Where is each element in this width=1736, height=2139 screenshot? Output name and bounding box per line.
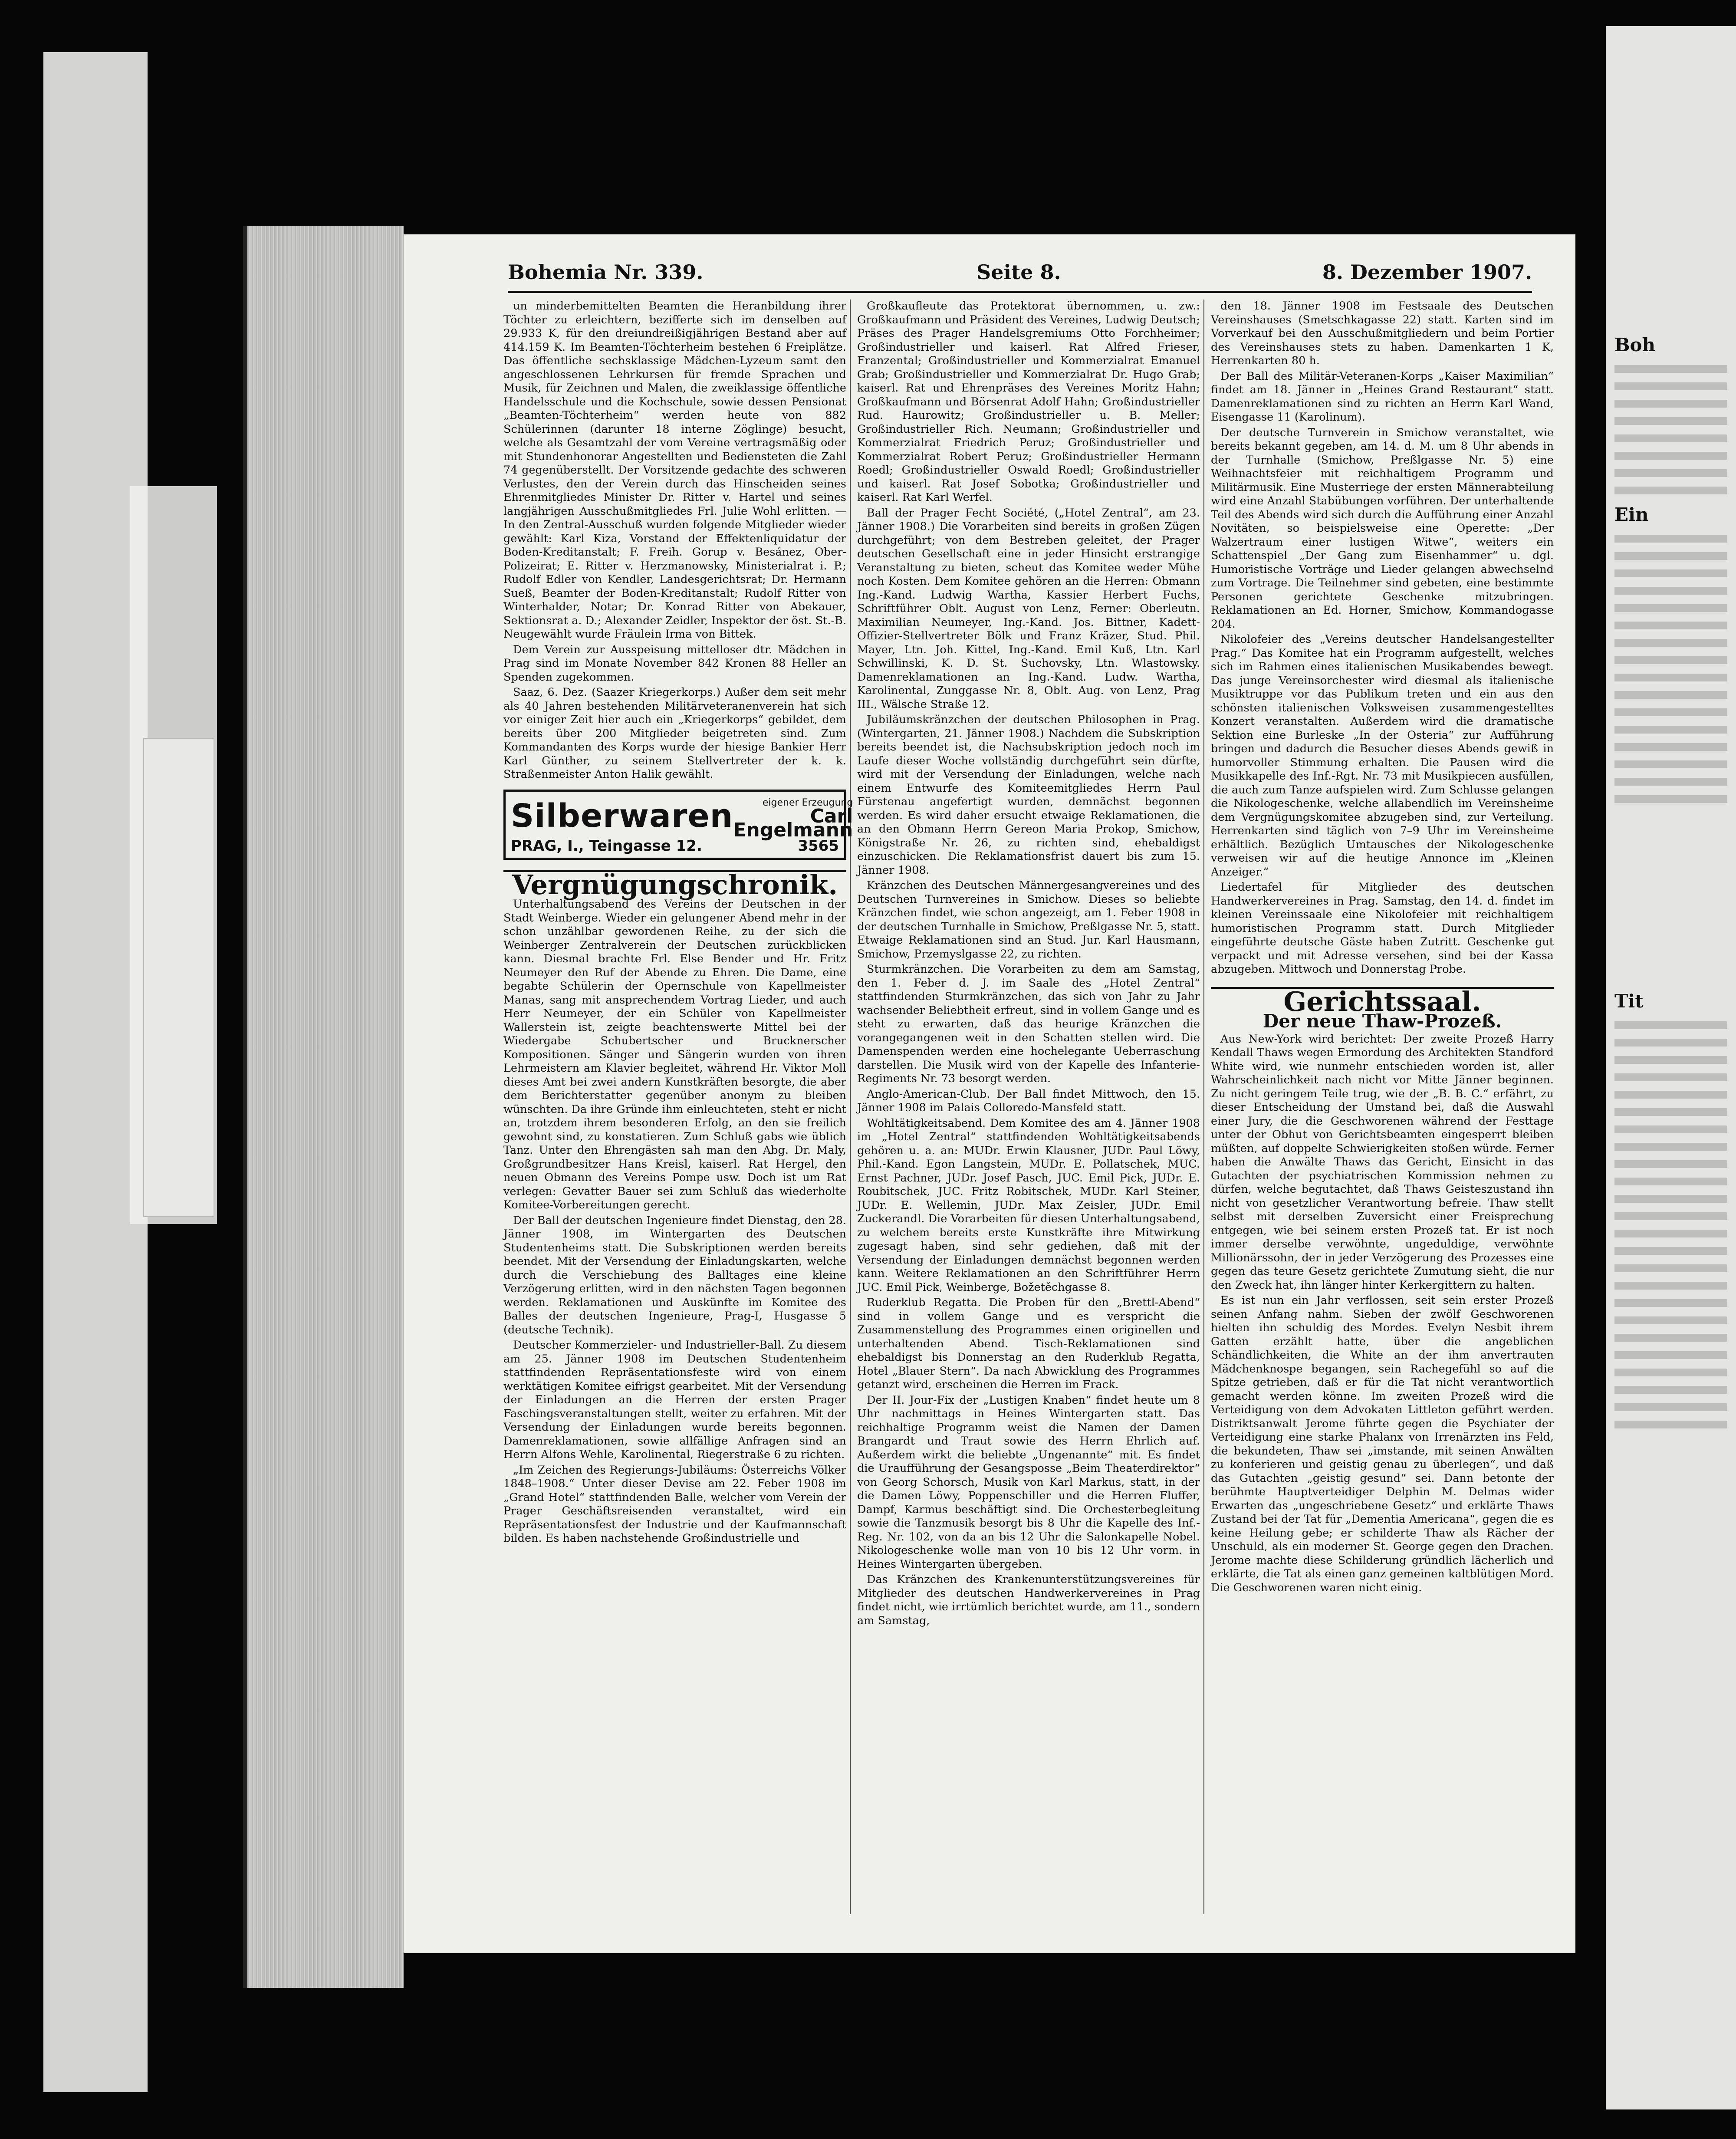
column-1 bbox=[503, 299, 853, 1914]
newspaper-issue: Bohemia Nr. 339. bbox=[508, 260, 704, 284]
column-2 bbox=[857, 299, 1200, 1914]
ad-address: PRAG, I., Teingasse 12. bbox=[511, 837, 702, 855]
column-divider bbox=[850, 299, 851, 1914]
article-text: Kränzchen des Deutschen Männergesangvereines und des Deutschen Turnvereines in Smichow. Dieses so beliebte Kränzchen findet, wie schon angezeigt, am 1. Feber 1908 in der deutschen Turnhalle in Smichow, Preßlgasse Nr. 5, statt. Etwaige Reklamationen sind an Stud. Jur. Karl Hausmann, Smichow, Przemyslgasse 22, zu richten. bbox=[857, 879, 1200, 961]
article-text: Anglo-American-Club. Der Ball findet Mittwoch, den 15. Jänner 1908 im Palais Colloredo-Mansfeld statt. bbox=[857, 1087, 1200, 1114]
article-text: Der Ball des Militär-Veteranen-Korps „Kaiser Maximilian“ findet am 18. Jänner in „Heines Grand Restaurant“ statt. Damenreklamationen sind zu richten an Herrn Karl Wand, Eisengasse 11 (Karolinum). bbox=[1211, 369, 1554, 424]
article-text: Sturmkränzchen. Die Vorarbeiten zu dem am Samstag, den 1. Feber d. J. im Saale des „Hotel Zentral“ stattfindenden Sturmkränzchen, das sich von Jahr zu Jahr wachsender Beliebtheit erfreut, sind in vollem Gange und es steht zu erwarten, daß das heurige Kränzchen die vorangegangenen weit in den Schatten stellen wird. Die Damenspenden werden eine hochelegante Ueberraschung darstellen. Die Musik wird von der Kapelle des Infanterie-Regiments Nr. 73 besorgt werden. bbox=[857, 963, 1200, 1085]
page-header bbox=[508, 260, 1532, 293]
article-text: Liedertafel für Mitglieder des deutschen Handwerkervereines in Prag. Samstag, den 14. d. findet im kleinen Vereinssaale eine Nikolofeier mit reichhaltigem humoristischen Programm statt. Durch Mitglieder eingeführte deutsche Gäste haben Zutritt. Geschenke gut verpackt und mit Adresse versehen, sind bei der Kassa abzugeben. Mittwoch und Donnerstag Probe. bbox=[1211, 881, 1554, 976]
article-text: Nikolofeier des „Vereins deutscher Handelsangestellter Prag.“ Das Komitee hat ein Programm aufgestellt, welches sich im Rahmen eines italienischen Musikabendes bewegt. Das junge Vereinsorchester wird diesmal als italienische Musiktruppe vor das Publikum treten und ein aus den schönsten italienischen Volksweisen zusammengestelltes Konzert veranstalten. Außerdem wird die dramatische Sektion eine Burleske „In der Osteria“ zur Aufführung bringen und dadurch die Besucher dieses Abends gewiß in humorvoller Stimmung erhalten. Die Pausen wird die Musikkapelle des Inf.-Rgt. Nr. 73 mit Musikpiecen ausfüllen, die auch zum Tanze aufspielen wird. Zum Schlusse gelangen die Nikologeschenke, welche allabendlich im Vereinsheime dem Vergnügungskomitee abzugeben sind, zur Verteilung. Herrenkarten sind täglich von 7–9 Uhr im Vereinsheime erhältlich. Bezüglich Umtausches der Nikologeschenke verweisen wir auf die heutige Annonce im „Kleinen Anzeiger.“ bbox=[1211, 633, 1554, 879]
ad-number: 3565 bbox=[798, 837, 839, 855]
page-tab bbox=[143, 738, 214, 1217]
article-text: Das Kränzchen des Krankenunterstützungsvereines für Mitglieder des deutschen Handwerkervereines in Prag findet nicht, wie irrtümlich berichtet wurde, am 11., sondern am Samstag, bbox=[857, 1573, 1200, 1627]
ad-subtitle: eigener Erzeugung bbox=[762, 797, 853, 808]
article-text: Der deutsche Turnverein in Smichow veranstaltet, wie bereits bekannt gegeben, am 14. d. M. um 8 Uhr abends in der Turnhalle (Smichow, Preßlgasse Nr. 5) eine Weihnachtsfeier mit reichhaltigem Programm und Militärmusik. Eine Musterriege der ersten Männerabteilung wird eine Anzahl Stabübungen vorführen. Der unterhaltende Teil des Abends wird sich durch die Aufführung einer Anzahl Novitäten, so beispielsweise eine Operette: „Der Walzertraum einer lustigen Witwe“, weiters ein Schattenspiel „Der Gang zum Eisenhammer“ u. dgl. Humoristische Vorträge und Lieder gelangen abwechselnd zum Vortrage. Die Teilnehmer sind gebeten, eine bestimmte Personen gerichtete Geschenke mitzubringen. Reklamationen an Ed. Horner, Smichow, Kommandogasse 204. bbox=[1211, 426, 1554, 631]
newspaper-page bbox=[404, 234, 1575, 1953]
article-text: Dem Verein zur Ausspeisung mittelloser dtr. Mädchen in Prag sind im Monate November 842 Kronen 88 Heller an Spenden zugekommen. bbox=[503, 643, 846, 684]
article-text: Es ist nun ein Jahr verflossen, seit sein erster Prozeß seinen Anfang nahm. Sieben der zwölf Geschworenen hielten ihn schuldig des Mordes. Evelyn Nesbit ihrem Gatten erzählt hatte, über die angeblichen Schändlichkeiten, die White an der ihm anvertrauten Mädchenknospe begangen, sein Rachegefühl so auf die Spitze getrieben, daß er für die Tat nicht verantwortlich gemacht werden könne. Im zweiten Prozeß wird die Verteidigung von dem Advokaten Littleton geführt werden. Distriktsanwalt Jerome führte gegen die Psychiater der Verteidigung eine starke Phalanx von Irrenärzten ins Feld, die bekundeten, Thaw sei „imstande, mit seinen Anwälten zu konferieren und geistig genau zu überlegen“, und daß das Gutachten „geistig gesund“ sei. Dann betonte der berühmte Hauptverteidiger Delphin M. Delmas wider Erwarten das „ungeschriebene Gesetz“ und erklärte Thaws Zustand bei der Tat für „Dementia Americana“, gegen die es keine Heilung gebe; er schilderte Thaw als Rächer der Unschuld, als ein moderner St. George gegen den Drachen. Jerome machte diese Schilderung gründlich lächerlich und erklärte, die Tat als einen ganz gemeinen kaltblütigen Mord. Die Geschworenen waren nicht einig. bbox=[1211, 1294, 1554, 1594]
section-heading: Vergnügungschronik. bbox=[503, 870, 846, 892]
article-text: Der Ball der deutschen Ingenieure findet Dienstag, den 28. Jänner 1908, im Wintergarten des Deutschen Studentenheims statt. Die Subskriptionen werden bereits beendet. Mit der Versendung der Einladungskarten, welche durch die Verschiebung des Balltages eine kleine Verzögerung erlitten, wird in den nächsten Tagen begonnen werden. Reklamationen und Auskünfte im Komitee des Balles der deutschen Ingenieure, Prag-I, Husgasse 5 (deutsche Technik). bbox=[503, 1214, 846, 1336]
article-text: Der II. Jour-Fix der „Lustigen Knaben“ findet heute um 8 Uhr nachmittags in Heines Wintergarten statt. Das reichhaltige Programm weist die Namen der Damen Brangardt und Traut sowie des Herrn Ehrlich auf. Außerdem wirkt die beliebte „Ungenannte“ mit. Es findet die Uraufführung der Gesangsposse „Beim Theaterdirektor“ von Georg Schorsch, Musik von Karl Markus, statt, in der die Damen Löwy, Poppenschiller und die Herren Fluffer, Dampf, Karmus beschäftigt sind. Die Orchesterbegleitung sowie die Tanzmusik besorgt bis 8 Uhr die Kapelle des Inf.-Reg. Nr. 102, von da an bis 12 Uhr die Salonkapelle Nobel. Nikologeschenke wolle man von 10 bis 12 Uhr vorm. in Heines Wintergarten übergeben. bbox=[857, 1393, 1200, 1571]
article-text: Deutscher Kommerzieler- und Industrieller-Ball. Zu diesem am 25. Jänner 1908 im Deutschen Studentenheim stattfindenden Repräsentationsfeste wird von einem werktätigen Komitee eifrigst gearbeitet. Mit der Versendung der Einladungen an die Herren der ersten Prager Faschingsveranstaltungen stellt, weiter zu erfahren. Mit der Versendung der Einladungen wurde bereits begonnen. Damenreklamationen, sowie allfällige Anfragen sind an Herrn Alfons Wehle, Karolinental, Riegerstraße 6 zu richten. bbox=[503, 1339, 846, 1461]
ad-headline: Silberwaren bbox=[511, 797, 733, 835]
article-text: Großkaufleute das Protektorat übernommen, u. zw.: Großkaufmann und Präsident des Vereines, Ludwig Deutsch; Präses des Prager Handelsgremiums Otto Forchheimer; Großindustrieller und kaiserl. Rat Alfred Frieser, Franzental; Großindustrieller und Kommerzialrat Emanuel Grab; Großindustrieller und Kommerzialrat Dr. Hugo Grab; kaiserl. Rat und Ehrenpräses des Vereines Moritz Hahn; Großkaufmann und Börsenrat Adolf Hahn; Großindustrieller Rud. Haurowitz; Großindustrieller u. B. Meller; Großindustrieller Rich. Neumann; Großindustrieller und Kommerzialrat Friedrich Peruz; Großindustrieller und Kommerzialrat Robert Peruz; Großindustrieller Hermann Roedl; Großindustrieller Oswald Roedl; Großindustrieller und kaiserl. Rat Josef Sobotka; Großindustrieller und kaiserl. Rat Karl Werfel. bbox=[857, 299, 1200, 504]
article-text: Jubiläumskränzchen der deutschen Philosophen in Prag. (Wintergarten, 21. Jänner 1908.) Nachdem die Subskription bereits beendet ist, die Nachsubskription jedoch noch im Laufe dieser Woche vollständig durchgeführt sein dürfte, wird mit der Versendung der Einladungen, welche nach einem Entwurfe des Komiteemitgliedes Herrn Paul Fürstenau angefertigt wurden, demnächst begonnen werden. Es wird daher ersucht etwaige Reklamationen, die an den Obmann Herrn Gereon Maria Prokop, Smichow, Königstraße Nr. 26, zu richten sind, ehebaldigst einzuschicken. Die Reklamationsfrist dauert bis zum 15. Jänner 1908. bbox=[857, 713, 1200, 877]
ad-firm-name: Carl Engelmann bbox=[733, 805, 853, 841]
next-page-word: Tit bbox=[1614, 991, 1644, 1012]
article-text: Aus New-York wird berichtet: Der zweite Prozeß Harry Kendall Thaws wegen Ermordung des Architekten Standford White wird, wie nunmehr entschieden worden ist, aller Wahrscheinlichkeit nach nicht vor Mitte Jänner beginnen. Zu nicht geringem Teile trug, wie der „B. B. C.“ erfährt, zu dieser Entscheidung der Umstand bei, daß die Auswahl einer Jury, die die Geschworenen während der Festtage unter der Obhut von Gerichtsbeamten eingesperrt bleiben müßten, auf doppelte Schwierigkeiten stoßen würde. Ferner haben die Anwälte Thaws das Gericht, Einsicht in das Gutachten der psychiatrischen Kommission nehmen zu dürfen, welche begutachtet, daß Thaws Geisteszustand ihn nicht von gesetzlicher Verantwortung befreie. Thaw stellt selbst mit derselben Zuversicht einer Freisprechung entgegen, wie bei seinem ersten Prozeß tat. Er ist noch immer derselbe verwöhnte, ungeduldige, verwöhnte Millionärssohn, der in jeder Verzögerung des Prozesses eine gegen das teure Gesetz gerichtete Zumutung sieht, die nur den Zweck hat, ihn länger hinter Kerkergittern zu halten. bbox=[1211, 1032, 1554, 1292]
article-heading: Der neue Thaw-Prozeß. bbox=[1263, 1010, 1502, 1032]
advertisement bbox=[503, 790, 853, 860]
article-text: Ball der Prager Fecht Société, („Hotel Zentral“, am 23. Jänner 1908.) Die Vorarbeiten sind bereits in großen Zügen durchgeführt; von dem Bestreben geleitet, der Prager deutschen Gesellschaft eine in jeder Hinsicht erstrangige Veranstaltung zu bieten, scheut das Komitee weder Mühe noch Kosten. Dem Komitee gehören an die Herren: Obmann Ing.-Kand. Ludwig Wartha, Kassier Herbert Fuchs, Schriftführer Oblt. August von Lenz, Ferner: Oberleutn. Maximilian Neumeyer, Ing.-Kand. Jos. Bittner, Kadett-Offizier-Stellvertreter Bölk und Franz Kräzer, Stud. Phil. Mayer, Ltn. Joh. Kittel, Ing.-Kand. Emil Kuß, Ltn. Karl Schwillinski, K. D. St. Suchovsky, Ltn. Wlastowsky. Damenreklamationen an Ing.-Kand. Ludw. Wartha, Karolinental, Zunggasse Nr. 8, Oblt. Aug. von Lenz, Prag III., Wälsche Straße 12. bbox=[857, 506, 1200, 711]
next-page-word: Boh bbox=[1614, 334, 1656, 355]
article-text: „Im Zeichen des Regierungs-Jubiläums: Österreichs Völker 1848–1908.“ Unter dieser Devise am 22. Feber 1908 im „Grand Hotel“ stattfindenden Balle, welcher vom Verein der Prager Geschäftsreisenden veranstaltet, wird ein Repräsentationsfest der Industrie und der Kaufmannschaft bilden. Es haben nachstehende Großindustrielle und bbox=[503, 1463, 846, 1545]
section-heading: Gerichtssaal. bbox=[1211, 987, 1554, 1009]
article-text: den 18. Jänner 1908 im Festsaale des Deutschen Vereinshauses (Smetschkagasse 22) statt. Karten sind im Vorverkauf bei den Ausschußmitgliedern und beim Portier des Vereinshauses stets zu haben. Damenkarten 1 K, Herrenkarten 80 h. bbox=[1211, 299, 1554, 367]
page-date: 8. Dezember 1907. bbox=[1322, 260, 1532, 284]
article-text: Saaz, 6. Dez. (Saazer Kriegerkorps.) Außer dem seit mehr als 40 Jahren bestehenden Militärveteranenverein hat sich vor einiger Zeit hier auch ein „Kriegerkorps“ gebildet, dem bereits über 200 Mitglieder beigetreten sind. Zum Kommandanten des Korps wurde der hiesige Bankier Herr Karl Günther, zu seinem Stellvertreter der k. k. Straßenmeister Anton Halik gewählt. bbox=[503, 686, 846, 781]
next-page-word: Ein bbox=[1614, 504, 1649, 525]
next-page-fragment bbox=[1606, 26, 1736, 2109]
article-text: Unterhaltungsabend des Vereins der Deutschen in der Stadt Weinberge. Wieder ein gelungener Abend mehr in der schon unzählbar gewordenen Reihe, zu der sich die Weinberger Zentralverein der Deutschen zurückblicken kann. Diesmal brachte Frl. Else Bender und Hr. Fritz Neumeyer den Ruf der Abende zu Ehren. Die Dame, eine begabte Schülerin der Opernschule von Kapellmeister Manas, sang mit ansprechendem Vortrag Lieder, und auch Herr Neumeyer, der ein Schüler von Kapellmeister Wallerstein ist, zeigte beachtenswerte Mittel bei der Wiedergabe Schubertscher und Brucknerscher Kompositionen. Sänger und Sängerin wurden von ihren Lehrmeistern am Klavier begleitet, während Hr. Viktor Moll dieses Amt bei zwei andern Kunstkräften besorgte, die aber dem Berichterstatter gegenüber anonym zu bleiben wünschten. Da ihre Gründe ihm einleuchteten, steht er nicht an, trotzdem ihrem besonderen Erfolg, an den sie freilich gewohnt sind, zu konstatieren. Zum Schluß gabs wie üblich Tanz. Unter den Ehrengästen sah man den Abg. Dr. Maly, Großgrundbesitzer Hans Kreisl, kaiserl. Rat Hergel, den neuen Obmann des Vereins Pompe usw. Doch ist um Rat verlegen: Gevatter Bauer sei zum Schluß das wiederholte Komitee-Vorbereitungen gerecht. bbox=[503, 898, 846, 1211]
column-3 bbox=[1211, 299, 1554, 1914]
article-text: Wohltätigkeitsabend. Dem Komitee des am 4. Jänner 1908 im „Hotel Zentral“ stattfindenden Wohltätigkeitsabends gehören u. a. an: MUDr. Erwin Klausner, JUDr. Paul Löwy, Phil.-Kand. Egon Langstein, MUDr. E. Pollatschek, MUC. Ernst Pachner, JUDr. Josef Pasch, JUC. Emil Pick, JUDr. E. Roubitschek, JUC. Fritz Robitschek, MUDr. Karl Steiner, JUDr. E. Wellemin, JUDr. Max Zeisler, JUDr. Emil Zuckerandl. Die Vorarbeiten für diesen Unterhaltungsabend, zu welchem bereits erste Kunstkräfte ihre Mitwirkung zugesagt haben, sind sehr gediehen, daß mit der Versendung der Einladungen demnächst begonnen werden kann. Weitere Reklamationen an den Schriftführer Herrn JUC. Emil Pick, Weinberge, Božetěchgasse 8. bbox=[857, 1116, 1200, 1294]
book-page-stack bbox=[247, 226, 404, 1988]
article-text: un minderbemittelten Beamten die Heranbildung ihrer Töchter zu erleichtern, bezifferte sich im denselben auf 29.933 K, für den dreiundreißigjährigen Bestand aber auf 414.159 K. Im Beamten-Töchterheim bestehen 6 Freiplätze. Das öffentliche sechsklassige Mädchen-Lyzeum samt den angeschlossenen Lehrkursen für fremde Sprachen und Musik, für Zeichnen und Malen, die zweiklassige öffentliche Handelsschule und die Kochschule, sowie dessen Pensionat „Beamten-Töchterheim“ werden heute von 882 Schülerinnen (darunter 18 interne Zöglinge) besucht, welche als Gesamtzahl der vom Vereine vertragsmäßig oder mit Stundenhonorar Angestellten und Bediensteten die Zahl 74 gegenüberstellt. Der Vorsitzende gedachte des schweren Verlustes, den der Verein durch das Hinscheiden seines Ehrenmitgliedes Minister Dr. Ritter v. Hartel und seines langjährigen Ausschußmitgliedes Frl. Julie Wohl erlitten. — In den Zentral-Ausschuß wurden folgende Mitglieder wieder gewählt: Karl Kiza, Vorstand der Effektenliquidatur der Boden-Kreditanstalt; F. Freih. Gorup v. Besánez, Ober-Polizeirat; E. Ritter v. Herzmanowsky, Ministerialrat i. P.; Rudolf Edler von Kendler, Landesgerichtsrat; Dr. Hermann Sueß, Beamter der Boden-Kreditanstalt; Rudolf Ritter von Winterhalder, Notar; Dr. Konrad Ritter von Abekauer, Sektionsrat a. D.; Alexander Zeidler, Inspektor der öst. St.-B. Neugewählt wurde Fräulein Irma von Bittek. bbox=[503, 299, 846, 641]
article-text: Ruderklub Regatta. Die Proben für den „Brettl-Abend“ sind in vollem Gange und es verspricht die Zusammenstellung des Programmes einen originellen und unterhaltenden Abend. Tisch-Reklamationen sind ehebaldigst bis Donnerstag an den Ruderklub Regatta, Hotel „Blauer Stern“. Da nach Abwicklung des Programmes getanzt wird, erscheinen die Herren im Frack. bbox=[857, 1296, 1200, 1391]
page-number: Seite 8. bbox=[976, 260, 1061, 284]
column-divider bbox=[1203, 299, 1204, 1914]
